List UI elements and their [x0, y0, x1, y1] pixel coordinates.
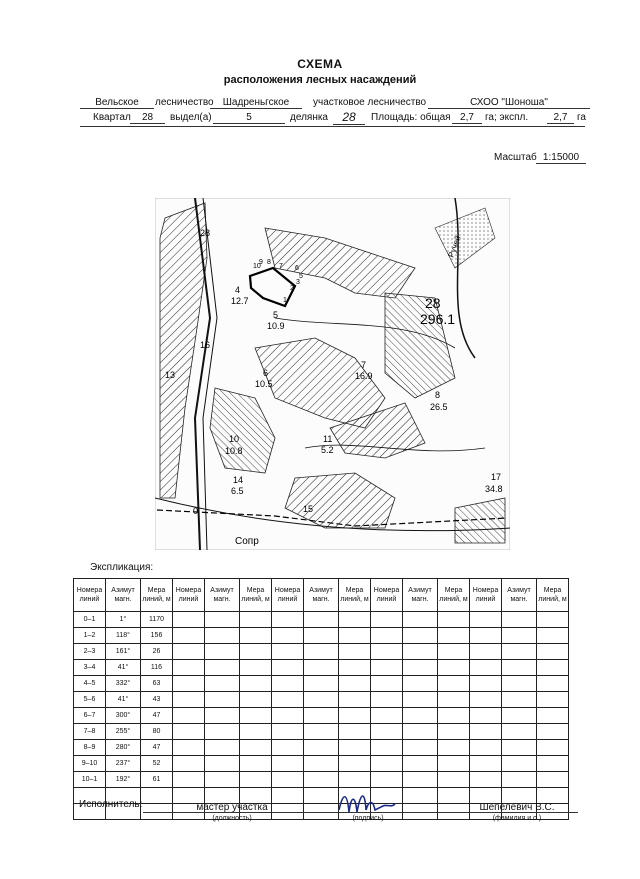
map-label: 10.5: [255, 379, 273, 389]
table-cell: [470, 772, 502, 788]
map-label: 6: [263, 368, 269, 378]
table-cell: 1170: [141, 612, 173, 628]
table-cell: [502, 612, 537, 628]
table-cell: [240, 644, 272, 660]
table-cell: 116: [141, 660, 173, 676]
table-cell: 47: [141, 740, 173, 756]
explication-header-cell: Мера линий, м: [537, 579, 569, 612]
explication-header-cell: Номера линий: [371, 579, 403, 612]
table-cell: [537, 660, 569, 676]
table-cell: 1°: [106, 612, 141, 628]
table-cell: [339, 644, 371, 660]
org-value: СХОО "Шоноша": [428, 97, 590, 109]
doc-title: СХЕМА: [297, 57, 343, 71]
map-label: 13: [165, 370, 176, 380]
table-cell: [371, 628, 403, 644]
vydel-value: 5: [213, 112, 285, 124]
table-cell: [403, 660, 438, 676]
table-cell: [272, 660, 304, 676]
table-cell: 6–7: [74, 708, 106, 724]
map-label: 17: [491, 472, 502, 482]
map-label: 14: [233, 475, 244, 485]
map-label: 26.5: [430, 402, 448, 412]
table-cell: 280°: [106, 740, 141, 756]
table-cell: [371, 660, 403, 676]
table-cell: [339, 676, 371, 692]
explication-table: [73, 578, 569, 820]
table-cell: [502, 756, 537, 772]
table-cell: [304, 628, 339, 644]
signature-caption: (подпись): [352, 815, 384, 822]
table-cell: [470, 644, 502, 660]
table-cell: [403, 756, 438, 772]
table-cell: [339, 628, 371, 644]
explication-header-cell: Номера линий: [470, 579, 502, 612]
table-cell: [272, 692, 304, 708]
table-cell: [403, 692, 438, 708]
explication-header-cell: Мера линий, м: [339, 579, 371, 612]
table-cell: [272, 724, 304, 740]
explication-header-cell: Азимут магн.: [502, 579, 537, 612]
map-point: 9: [259, 259, 263, 266]
table-cell: [403, 644, 438, 660]
table-cell: [173, 612, 205, 628]
table-cell: [470, 740, 502, 756]
table-cell: 4–5: [74, 676, 106, 692]
table-cell: [240, 612, 272, 628]
table-row: [74, 692, 569, 708]
table-cell: [371, 740, 403, 756]
table-cell: [371, 676, 403, 692]
map-label: 28: [425, 295, 441, 311]
table-cell: [438, 660, 470, 676]
table-cell: [339, 740, 371, 756]
table-cell: [537, 740, 569, 756]
table-cell: [205, 708, 240, 724]
table-cell: [272, 628, 304, 644]
table-cell: [339, 756, 371, 772]
table-cell: [537, 724, 569, 740]
table-cell: [438, 692, 470, 708]
table-cell: [371, 692, 403, 708]
table-cell: [470, 628, 502, 644]
table-cell: [304, 740, 339, 756]
table-cell: [205, 612, 240, 628]
map-label: 10.8: [225, 446, 243, 456]
executor-label: Исполнитель:: [79, 799, 143, 810]
table-cell: [141, 788, 173, 804]
table-cell: 2–3: [74, 644, 106, 660]
table-cell: 3–4: [74, 660, 106, 676]
table-cell: [272, 708, 304, 724]
map-point: 2: [290, 285, 294, 292]
table-cell: [502, 692, 537, 708]
table-cell: [304, 612, 339, 628]
table-cell: 41°: [106, 692, 141, 708]
table-cell: [205, 756, 240, 772]
table-cell: [438, 644, 470, 660]
table-row: [74, 628, 569, 644]
delyanka-value: 28: [333, 110, 365, 125]
map-label: 16: [200, 340, 211, 350]
table-cell: 161°: [106, 644, 141, 660]
table-cell: [304, 644, 339, 660]
table-cell: [272, 612, 304, 628]
name-caption: (фамилия и.о.): [492, 815, 542, 822]
table-cell: [240, 676, 272, 692]
table-cell: [537, 676, 569, 692]
table-cell: [304, 756, 339, 772]
explication-header-cell: Азимут магн.: [106, 579, 141, 612]
table-cell: [403, 708, 438, 724]
forestry-label: лесничество: [155, 97, 214, 108]
map-label: 6.5: [231, 486, 244, 496]
table-row: [74, 644, 569, 660]
table-cell: [537, 628, 569, 644]
map-label: 296.1: [420, 311, 456, 327]
table-cell: [502, 660, 537, 676]
table-cell: [205, 740, 240, 756]
table-cell: [205, 660, 240, 676]
table-cell: [272, 756, 304, 772]
table-cell: [272, 676, 304, 692]
explication-header-cell: Номера линий: [272, 579, 304, 612]
table-cell: [205, 644, 240, 660]
table-cell: 255°: [106, 724, 141, 740]
table-cell: [304, 660, 339, 676]
table-cell: [240, 708, 272, 724]
table-cell: [438, 628, 470, 644]
table-cell: [537, 708, 569, 724]
header-underline: [80, 126, 585, 127]
table-cell: [240, 740, 272, 756]
table-cell: [173, 676, 205, 692]
table-cell: [205, 676, 240, 692]
table-cell: [339, 660, 371, 676]
map-point: 7: [279, 263, 283, 270]
table-cell: [403, 724, 438, 740]
table-cell: [173, 644, 205, 660]
table-cell: [403, 772, 438, 788]
map-label: 10.9: [267, 321, 285, 331]
table-cell: [403, 740, 438, 756]
forest-map: [155, 198, 510, 550]
table-cell: [304, 692, 339, 708]
table-cell: 156: [141, 628, 173, 644]
table-cell: [470, 676, 502, 692]
explication-header-cell: Номера линий: [74, 579, 106, 612]
table-cell: [173, 660, 205, 676]
ga-label: га: [577, 112, 586, 123]
table-cell: [304, 676, 339, 692]
table-cell: [339, 692, 371, 708]
table-cell: [502, 740, 537, 756]
table-cell: [537, 756, 569, 772]
table-cell: [502, 772, 537, 788]
table-cell: [240, 772, 272, 788]
table-cell: 63: [141, 676, 173, 692]
table-cell: 61: [141, 772, 173, 788]
explication-header-cell: Азимут магн.: [403, 579, 438, 612]
table-cell: 80: [141, 724, 173, 740]
table-cell: [240, 692, 272, 708]
scale-value: 1:15000: [536, 152, 586, 164]
table-cell: 300°: [106, 708, 141, 724]
local-forestry-value: Шадреньгское: [210, 97, 302, 109]
executor-name: Шепелевич В.С.: [479, 802, 555, 813]
table-row: [74, 772, 569, 788]
map-point: 1: [283, 297, 287, 304]
explication-header-cell: Мера линий, м: [141, 579, 173, 612]
table-cell: [205, 692, 240, 708]
table-row: [74, 612, 569, 628]
table-cell: [371, 756, 403, 772]
table-cell: [470, 692, 502, 708]
map-point: 6: [295, 265, 299, 272]
table-cell: [403, 788, 438, 804]
table-cell: [240, 756, 272, 772]
table-cell: [240, 628, 272, 644]
table-cell: [537, 692, 569, 708]
kvartal-value: 28: [130, 112, 165, 124]
map-label: 11: [323, 434, 333, 444]
table-cell: [470, 724, 502, 740]
table-cell: [502, 708, 537, 724]
explication-header-cell: Номера линий: [173, 579, 205, 612]
table-cell: [502, 676, 537, 692]
table-cell: [240, 660, 272, 676]
table-cell: [537, 612, 569, 628]
table-cell: 10–1: [74, 772, 106, 788]
area-expl-value: 2,7: [547, 112, 574, 124]
table-cell: [304, 724, 339, 740]
table-cell: [173, 628, 205, 644]
table-cell: 332°: [106, 676, 141, 692]
table-cell: [173, 772, 205, 788]
table-row: [74, 724, 569, 740]
table-cell: 7–8: [74, 724, 106, 740]
table-cell: [502, 628, 537, 644]
table-cell: [173, 740, 205, 756]
table-cell: [371, 708, 403, 724]
table-cell: 47: [141, 708, 173, 724]
table-cell: [304, 772, 339, 788]
table-cell: [173, 756, 205, 772]
map-label: 15: [303, 504, 314, 514]
table-cell: [205, 772, 240, 788]
table-cell: [339, 612, 371, 628]
table-cell: [173, 708, 205, 724]
table-cell: [371, 644, 403, 660]
map-label: 5: [273, 310, 279, 320]
table-row: [74, 708, 569, 724]
table-cell: [438, 756, 470, 772]
table-row: [74, 660, 569, 676]
table-cell: 0–1: [74, 612, 106, 628]
table-cell: [173, 692, 205, 708]
table-cell: [339, 708, 371, 724]
table-cell: 118°: [106, 628, 141, 644]
table-cell: [438, 708, 470, 724]
map-label: 7: [361, 360, 367, 370]
table-cell: [537, 772, 569, 788]
table-cell: [205, 724, 240, 740]
explication-label: Экспликация:: [90, 562, 154, 573]
table-cell: [438, 724, 470, 740]
map-label: Сопр: [235, 536, 259, 547]
local-forestry-label: участковое лесничество: [313, 97, 427, 108]
table-cell: 1–2: [74, 628, 106, 644]
forestry-district-value: Вельское: [80, 97, 154, 109]
table-cell: 52: [141, 756, 173, 772]
table-cell: [470, 708, 502, 724]
table-cell: 8–9: [74, 740, 106, 756]
table-cell: [438, 676, 470, 692]
table-cell: [438, 772, 470, 788]
map-point: 5: [299, 273, 303, 280]
table-cell: [403, 628, 438, 644]
table-cell: [502, 724, 537, 740]
table-row: [74, 756, 569, 772]
explication-header-cell: Мера линий, м: [438, 579, 470, 612]
table-cell: [205, 628, 240, 644]
kvartal-label: Квартал: [93, 112, 131, 123]
table-cell: 237°: [106, 756, 141, 772]
map-point: 8: [267, 259, 271, 266]
table-cell: [470, 612, 502, 628]
table-cell: 9–10: [74, 756, 106, 772]
area-total-value: 2,7: [452, 112, 482, 124]
scale-label: Масштаб: [494, 152, 537, 163]
explication-header-cell: Азимут магн.: [304, 579, 339, 612]
explication-header-row: [74, 579, 569, 612]
table-cell: [304, 788, 339, 804]
table-cell: [438, 740, 470, 756]
map-label: 4: [235, 285, 241, 295]
delyanka-label: делянка: [290, 112, 328, 123]
table-cell: [371, 612, 403, 628]
executor-position: мастер участка: [196, 802, 268, 813]
vydel-label: выдел(а): [170, 112, 212, 123]
map-label: 5.2: [321, 445, 334, 455]
table-cell: [272, 644, 304, 660]
table-cell: 5–6: [74, 692, 106, 708]
table-cell: 192°: [106, 772, 141, 788]
table-cell: [438, 612, 470, 628]
table-cell: [403, 612, 438, 628]
table-cell: [470, 756, 502, 772]
table-row: [74, 676, 569, 692]
table-cell: [339, 724, 371, 740]
table-cell: [371, 724, 403, 740]
table-cell: [304, 708, 339, 724]
table-cell: [470, 660, 502, 676]
map-point: 10: [253, 263, 261, 270]
map-label: 34.8: [485, 484, 503, 494]
map-label: 10: [229, 434, 240, 444]
doc-subtitle: расположения лесных насаждений: [223, 74, 417, 86]
table-cell: [272, 740, 304, 756]
table-cell: 26: [141, 644, 173, 660]
position-caption: (должность): [212, 815, 252, 822]
table-cell: [272, 772, 304, 788]
table-cell: [502, 644, 537, 660]
table-cell: [173, 724, 205, 740]
map-label: 28: [200, 228, 211, 238]
table-cell: [240, 724, 272, 740]
table-cell: 41°: [106, 660, 141, 676]
table-cell: 43: [141, 692, 173, 708]
explication-header-cell: Мера линий, м: [240, 579, 272, 612]
area-unit-label: га; экспл.: [485, 112, 529, 123]
explication-header-cell: Азимут магн.: [205, 579, 240, 612]
table-row: [74, 740, 569, 756]
map-label: 0: [193, 506, 199, 516]
map-label: Ручей: [446, 234, 463, 259]
forest-map-drawing: [155, 198, 510, 550]
table-cell: [403, 676, 438, 692]
map-point: 3: [296, 279, 300, 286]
map-label: 16.9: [355, 371, 373, 381]
map-label: 12.7: [231, 296, 249, 306]
table-cell: [537, 644, 569, 660]
area-label: Площадь: общая: [371, 112, 451, 123]
map-label: 8: [435, 390, 441, 400]
